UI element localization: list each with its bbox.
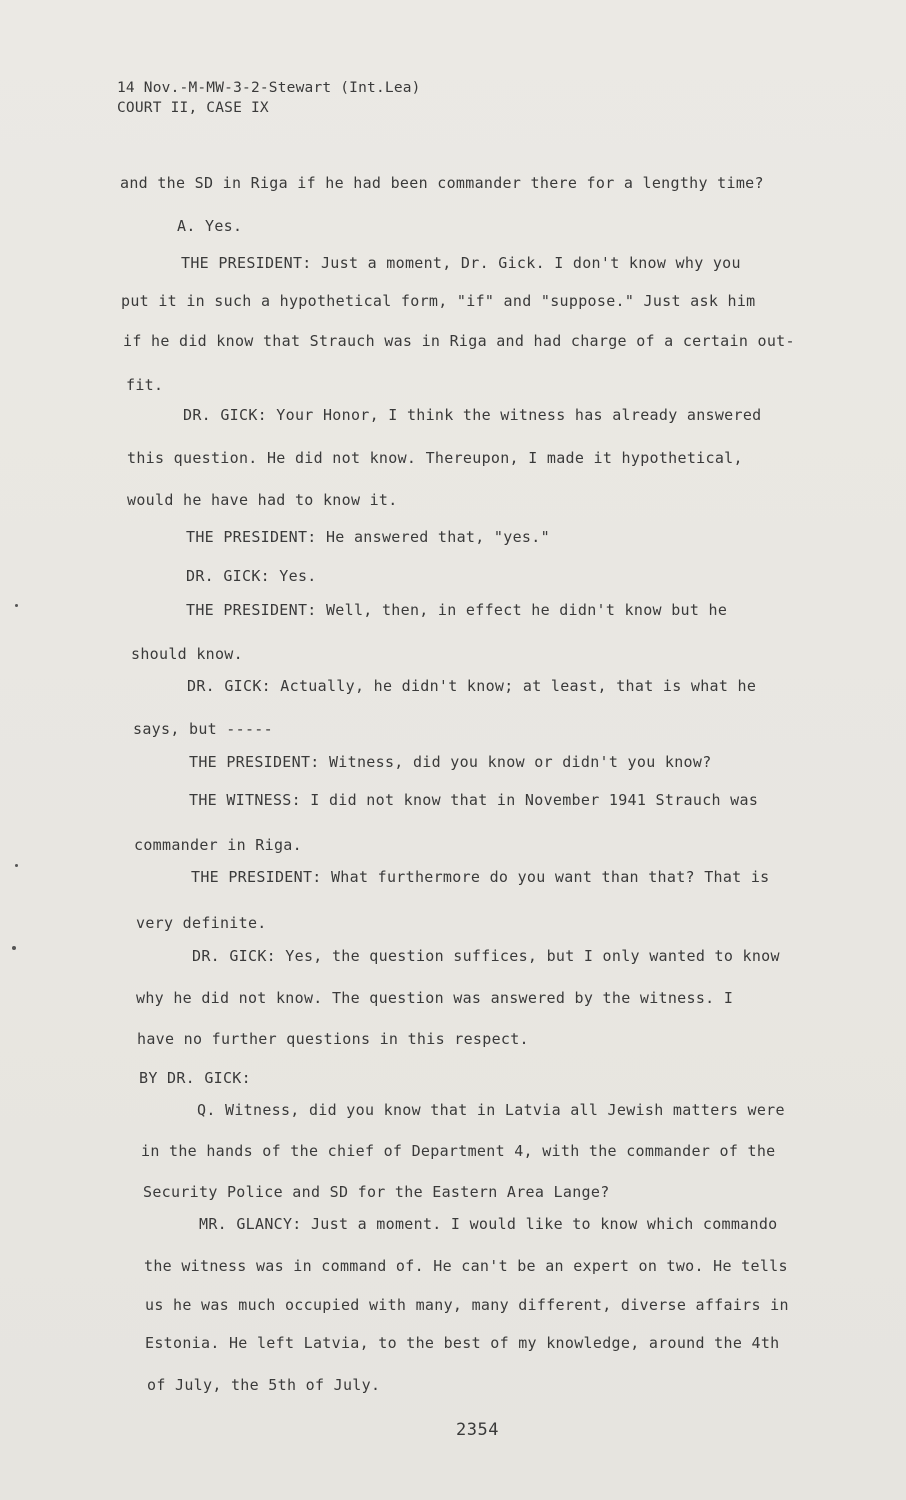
body-line: A. Yes. [177, 217, 243, 235]
body-line: BY DR. GICK: [139, 1069, 251, 1087]
body-line: Security Police and SD for the Eastern Area Lange? [143, 1183, 610, 1201]
body-line: DR. GICK: Actually, he didn't know; at least, that is what he [187, 677, 757, 695]
body-line: MR. GLANCY: Just a moment. I would like to know which commando [199, 1215, 778, 1233]
body-line: us he was much occupied with many, many different, diverse affairs in [145, 1296, 789, 1314]
body-line: in the hands of the chief of Department 4, with the commander of the [141, 1142, 776, 1160]
body-line: if he did know that Strauch was in Riga and had charge of a certain out- [123, 332, 795, 350]
body-line: commander in Riga. [134, 836, 302, 854]
body-line: DR. GICK: Your Honor, I think the witness has already answered [183, 406, 762, 424]
document-header [117, 78, 421, 118]
body-line: and the SD in Riga if he had been commander there for a lengthy time? [120, 174, 764, 192]
body-line: put it in such a hypothetical form, "if" and "suppose." Just ask him [121, 292, 756, 310]
body-line: THE PRESIDENT: He answered that, "yes." [186, 528, 550, 546]
body-line: should know. [131, 645, 243, 663]
margin-mark [12, 946, 16, 950]
header-line-1: 14 Nov.-M-MW-3-2-Stewart (Int.Lea) [117, 80, 421, 96]
body-line: fit. [126, 376, 164, 394]
body-line: THE PRESIDENT: What furthermore do you want than that? That is [191, 868, 770, 886]
body-line: THE PRESIDENT: Well, then, in effect he didn't know but he [186, 601, 728, 619]
margin-mark [15, 604, 18, 607]
page-number: 2354 [456, 1420, 499, 1440]
header-line-2: COURT II, CASE IX [117, 100, 269, 116]
body-line: DR. GICK: Yes. [186, 567, 317, 585]
body-line: DR. GICK: Yes, the question suffices, but I only wanted to know [192, 947, 780, 965]
body-line: THE WITNESS: I did not know that in November 1941 Strauch was [189, 791, 759, 809]
body-line: this question. He did not know. Thereupon, I made it hypothetical, [127, 449, 743, 467]
body-line: why he did not know. The question was answered by the witness. I [136, 989, 734, 1007]
margin-mark [15, 864, 18, 867]
body-line: have no further questions in this respect. [137, 1030, 529, 1048]
body-line: the witness was in command of. He can't be an expert on two. He tells [144, 1257, 788, 1275]
body-line: very definite. [136, 914, 267, 932]
body-line: THE PRESIDENT: Witness, did you know or didn't you know? [189, 753, 712, 771]
body-line: would he have had to know it. [127, 491, 398, 509]
body-line: Estonia. He left Latvia, to the best of my knowledge, around the 4th [145, 1334, 780, 1352]
body-line: THE PRESIDENT: Just a moment, Dr. Gick. I don't know why you [181, 254, 741, 272]
body-line: Q. Witness, did you know that in Latvia all Jewish matters were [197, 1101, 785, 1119]
body-line: of July, the 5th of July. [147, 1376, 381, 1394]
body-line: says, but ----- [133, 720, 273, 738]
